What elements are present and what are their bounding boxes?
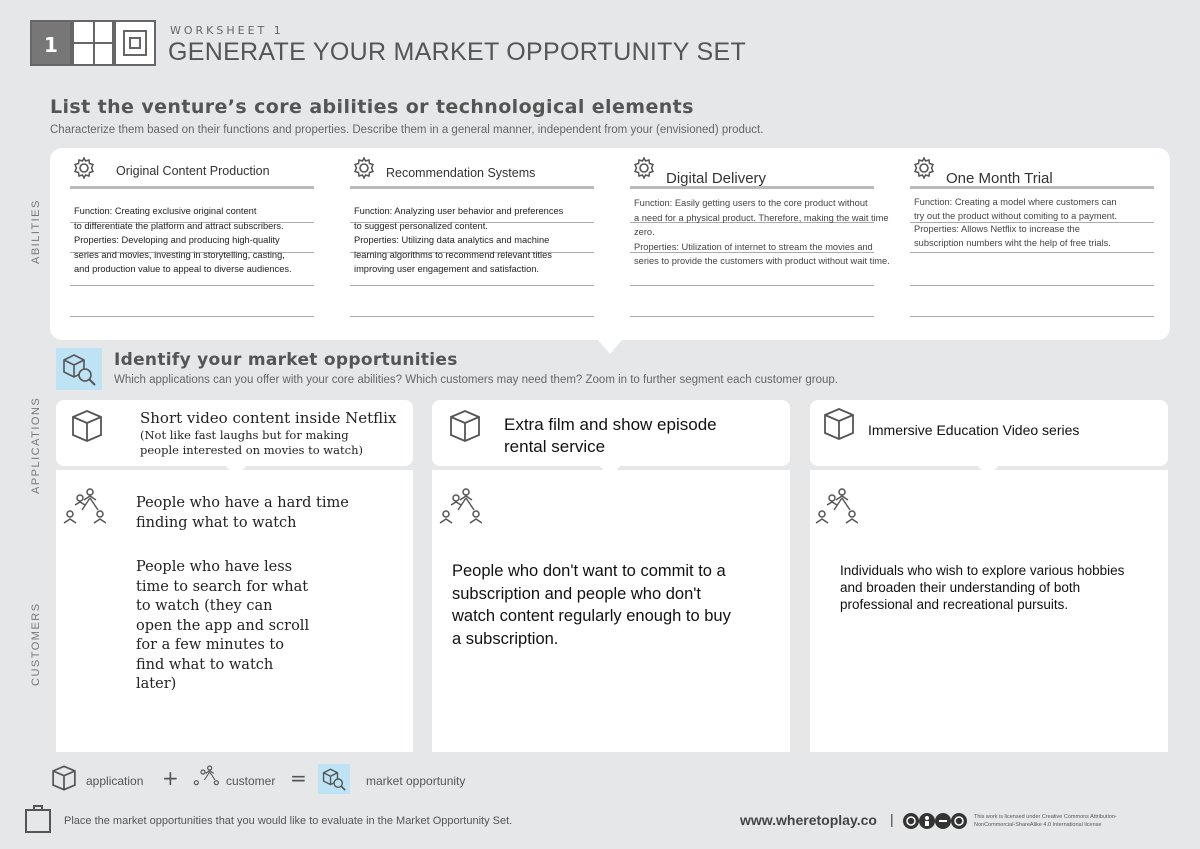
market-opportunity-legend-icon <box>318 764 350 794</box>
legend-equals: = <box>290 766 307 790</box>
customer-text: Individuals who wish to explore various hobbies and broaden their understanding of both professional and recreational pursuits. <box>840 563 1125 612</box>
ability-description: Function: Analyzing user behavior and preferences to suggest personalized content. Properties: Utilizing data analytics and machine learning algorithms to recommend relevant titles improving user engagement and satisfaction. <box>354 206 564 274</box>
ability-card-3 <box>630 156 890 326</box>
box-icon <box>70 408 104 444</box>
ability-title: Recommendation Systems <box>386 166 536 180</box>
ability-card-1 <box>70 156 314 326</box>
legend-application: application <box>86 774 144 788</box>
people-icon <box>812 486 858 528</box>
legend-market-opportunity: market opportunity <box>366 774 466 788</box>
gear-icon <box>72 156 96 180</box>
clipboard-icon <box>24 804 52 834</box>
application-text: Extra film and show episode rental service <box>504 415 717 456</box>
people-icon <box>436 486 482 528</box>
opportunities-subtitle: Which applications can you offer with your core abilities? Which customers may need them? Zoom in to further segment each customer group. <box>114 374 838 386</box>
abilities-side-label: ABILITIES <box>30 199 42 264</box>
customer-legend-icon <box>188 764 222 792</box>
box-icon <box>448 408 482 444</box>
market-opportunity-icon <box>56 348 102 390</box>
website-link[interactable]: www.wheretoplay.co <box>740 812 877 828</box>
abilities-panel-pointer <box>598 340 622 354</box>
customers-side-label: CUSTOMERS <box>30 602 42 686</box>
abilities-subtitle: Characterize them based on their functions and properties. Describe them in a general manner, independent from your (envisioned) product. <box>50 124 764 136</box>
ability-description: Function: Creating exclusive original content to differentiate the platform and attract subscribers. Properties: Developing and producing high-quality series and movies, investing in storytelling, casting, and production value to appeal to diverse audiences. <box>74 206 292 274</box>
application-text-detail: (Not like fast laughs but for making people interested on movies to watch) <box>140 428 363 457</box>
ability-description: Function: Creating a model where customers can try out the product without comiting to a payment. Properties: Allows Netflix to increase the subscription numbers wiht the help of free trials. <box>914 197 1118 248</box>
applications-side-label: APPLICATIONS <box>30 396 42 494</box>
ability-description: Function: Easily getting users to the core product without a need for a physical product. Therefore, making the wait time zero. Properties: Utilization of internet to stream the movies and series to provide the customers with product without wait time. <box>634 198 890 266</box>
grid-logo-icon <box>72 20 114 66</box>
legend-plus: + <box>162 766 179 790</box>
gear-icon <box>632 156 656 180</box>
gear-icon <box>352 156 376 180</box>
customer-group-1: People who have a hard time finding what to watch <box>136 495 349 531</box>
square-logo-icon <box>114 20 156 66</box>
application-text: Short video content inside Netflix <box>140 409 397 427</box>
people-icon <box>60 486 106 528</box>
creative-commons-icon <box>902 812 968 830</box>
opportunities-title: Identify your market opportunities <box>114 350 458 370</box>
ability-card-4 <box>910 156 1154 326</box>
customer-text: People who don't want to commit to a subscription and people who don't watch content regularly enough to buy a subscription. <box>452 562 731 648</box>
license-text: This work is licensed under Creative Commons Attribution- NonCommercial-ShareAlike 4.0 International license <box>974 814 1117 828</box>
footer-instruction: Place the market opportunities that you would like to evaluate in the Market Opportunity Set. <box>64 815 513 827</box>
ability-title: One Month Trial <box>946 170 1053 187</box>
gear-icon <box>912 156 936 180</box>
worksheet-label: WORKSHEET 1 <box>170 24 284 37</box>
legend-customer: customer <box>226 774 276 788</box>
ability-title: Digital Delivery <box>666 170 767 187</box>
box-icon <box>822 406 856 442</box>
worksheet-number-badge: 1 <box>30 20 72 66</box>
application-text: Immersive Education Video series <box>868 422 1080 438</box>
abilities-title: List the venture’s core abilities or technological elements <box>50 96 694 118</box>
ability-title: Original Content Production <box>116 164 270 178</box>
ability-card-2 <box>350 156 594 326</box>
customer-group-2: People who have less time to search for what to watch (they can open the app and scroll for a few minutes to find what to watch later) <box>136 559 310 692</box>
application-legend-icon <box>50 764 78 792</box>
footer-separator: | <box>890 811 894 827</box>
page-title: GENERATE YOUR MARKET OPPORTUNITY SET <box>168 38 747 66</box>
